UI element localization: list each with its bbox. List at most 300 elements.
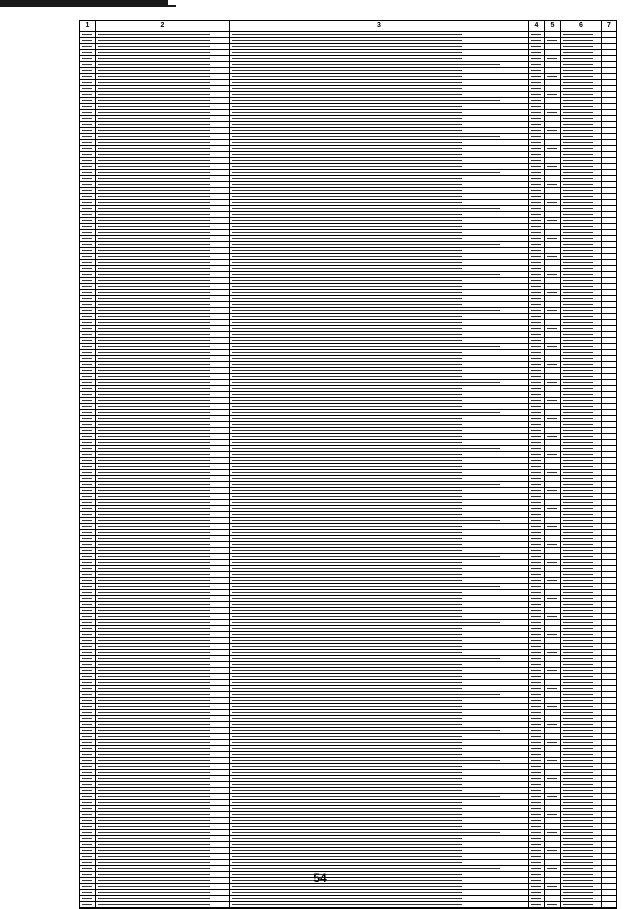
record-number-cell bbox=[80, 824, 96, 829]
record-number-cell bbox=[80, 890, 96, 895]
illegible-text bbox=[232, 700, 462, 701]
year-a-cell bbox=[529, 542, 545, 547]
illegible-text bbox=[547, 562, 557, 563]
year-b-cell bbox=[545, 338, 561, 343]
illegible-text bbox=[98, 166, 210, 167]
work-type-cell bbox=[230, 176, 529, 181]
year-a-cell bbox=[529, 782, 545, 787]
note-cell bbox=[602, 776, 616, 781]
illegible-text bbox=[82, 508, 92, 509]
illegible-text bbox=[563, 622, 593, 623]
illegible-text bbox=[547, 292, 557, 293]
illegible-text bbox=[98, 94, 210, 95]
illegible-text bbox=[563, 160, 593, 161]
year-a-cell bbox=[529, 68, 545, 73]
period-cell bbox=[561, 806, 602, 811]
illegible-text bbox=[563, 754, 593, 755]
illegible-text bbox=[563, 376, 593, 377]
illegible-text bbox=[98, 598, 210, 599]
illegible-text bbox=[82, 856, 92, 857]
illegible-text bbox=[232, 472, 462, 473]
illegible-text bbox=[547, 652, 557, 653]
illegible-text bbox=[232, 664, 462, 665]
illegible-text bbox=[531, 448, 541, 449]
illegible-text bbox=[232, 340, 462, 341]
period-cell bbox=[561, 380, 602, 385]
column-header-3: 3 bbox=[230, 21, 529, 31]
illegible-text bbox=[232, 634, 462, 635]
note-cell bbox=[602, 50, 616, 55]
illegible-text bbox=[531, 562, 541, 563]
note-cell bbox=[602, 830, 616, 835]
illegible-text bbox=[232, 346, 500, 347]
period-cell bbox=[561, 62, 602, 67]
illegible-text bbox=[563, 796, 593, 797]
illegible-text bbox=[82, 412, 92, 413]
illegible-text bbox=[531, 370, 541, 371]
year-b-cell bbox=[545, 392, 561, 397]
illegible-text bbox=[531, 172, 541, 173]
illegible-text bbox=[82, 442, 92, 443]
record-number-cell bbox=[80, 608, 96, 613]
illegible-text bbox=[98, 280, 210, 281]
work-type-cell bbox=[230, 620, 529, 625]
record-number-cell bbox=[80, 776, 96, 781]
address-cell bbox=[96, 164, 230, 169]
illegible-text bbox=[98, 604, 210, 605]
record-number-cell bbox=[80, 740, 96, 745]
illegible-text bbox=[98, 688, 210, 689]
year-a-cell bbox=[529, 632, 545, 637]
period-cell bbox=[561, 794, 602, 799]
illegible-text bbox=[547, 274, 557, 275]
illegible-text bbox=[82, 580, 92, 581]
illegible-text bbox=[232, 718, 462, 719]
address-cell bbox=[96, 896, 230, 901]
illegible-text bbox=[82, 352, 92, 353]
note-cell bbox=[602, 758, 616, 763]
year-b-cell bbox=[545, 524, 561, 529]
work-type-cell bbox=[230, 410, 529, 415]
work-type-cell bbox=[230, 734, 529, 739]
illegible-text bbox=[531, 520, 541, 521]
illegible-text bbox=[531, 742, 541, 743]
illegible-text bbox=[82, 706, 92, 707]
work-type-cell bbox=[230, 362, 529, 367]
illegible-text bbox=[98, 646, 210, 647]
illegible-text bbox=[98, 454, 210, 455]
illegible-text bbox=[563, 718, 593, 719]
address-cell bbox=[96, 104, 230, 109]
record-number-cell bbox=[80, 656, 96, 661]
illegible-text bbox=[82, 88, 92, 89]
illegible-text bbox=[531, 862, 541, 863]
record-number-cell bbox=[80, 782, 96, 787]
illegible-text bbox=[232, 490, 462, 491]
address-cell bbox=[96, 152, 230, 157]
record-number-cell bbox=[80, 242, 96, 247]
record-number-cell bbox=[80, 32, 96, 37]
year-a-cell bbox=[529, 284, 545, 289]
note-cell bbox=[602, 428, 616, 433]
record-number-cell bbox=[80, 710, 96, 715]
work-type-cell bbox=[230, 428, 529, 433]
record-number-cell bbox=[80, 854, 96, 859]
note-cell bbox=[602, 614, 616, 619]
note-cell bbox=[602, 80, 616, 85]
address-cell bbox=[96, 758, 230, 763]
year-b-cell bbox=[545, 812, 561, 817]
note-cell bbox=[602, 116, 616, 121]
year-a-cell bbox=[529, 488, 545, 493]
illegible-text bbox=[547, 454, 557, 455]
note-cell bbox=[602, 350, 616, 355]
year-a-cell bbox=[529, 494, 545, 499]
illegible-text bbox=[232, 502, 462, 503]
record-number-cell bbox=[80, 554, 96, 559]
address-cell bbox=[96, 590, 230, 595]
illegible-text bbox=[98, 244, 210, 245]
address-cell bbox=[96, 536, 230, 541]
address-cell bbox=[96, 806, 230, 811]
illegible-text bbox=[547, 814, 557, 815]
work-type-cell bbox=[230, 758, 529, 763]
work-type-cell bbox=[230, 806, 529, 811]
address-cell bbox=[96, 716, 230, 721]
illegible-text bbox=[232, 436, 462, 437]
period-cell bbox=[561, 686, 602, 691]
year-b-cell bbox=[545, 212, 561, 217]
illegible-text bbox=[98, 250, 210, 251]
address-cell bbox=[96, 488, 230, 493]
illegible-text bbox=[98, 502, 210, 503]
year-b-cell bbox=[545, 362, 561, 367]
address-cell bbox=[96, 632, 230, 637]
illegible-text bbox=[531, 178, 541, 179]
record-number-cell bbox=[80, 596, 96, 601]
year-b-cell bbox=[545, 818, 561, 823]
illegible-text bbox=[531, 286, 541, 287]
year-a-cell bbox=[529, 530, 545, 535]
illegible-text bbox=[531, 784, 541, 785]
note-cell bbox=[602, 182, 616, 187]
note-cell bbox=[602, 398, 616, 403]
period-cell bbox=[561, 356, 602, 361]
note-cell bbox=[602, 470, 616, 475]
illegible-text bbox=[98, 892, 210, 893]
record-number-cell bbox=[80, 332, 96, 337]
address-cell bbox=[96, 398, 230, 403]
illegible-text bbox=[563, 106, 593, 107]
work-type-cell bbox=[230, 488, 529, 493]
record-number-cell bbox=[80, 68, 96, 73]
illegible-text bbox=[98, 724, 210, 725]
period-cell bbox=[561, 194, 602, 199]
illegible-text bbox=[563, 628, 593, 629]
year-a-cell bbox=[529, 116, 545, 121]
illegible-text bbox=[232, 478, 462, 479]
illegible-text bbox=[232, 448, 500, 449]
illegible-text bbox=[82, 694, 92, 695]
note-cell bbox=[602, 248, 616, 253]
year-a-cell bbox=[529, 356, 545, 361]
illegible-text bbox=[563, 838, 593, 839]
address-cell bbox=[96, 800, 230, 805]
record-number-cell bbox=[80, 842, 96, 847]
period-cell bbox=[561, 512, 602, 517]
illegible-text bbox=[98, 430, 210, 431]
period-cell bbox=[561, 698, 602, 703]
illegible-text bbox=[98, 520, 210, 521]
period-cell bbox=[561, 566, 602, 571]
record-number-cell bbox=[80, 806, 96, 811]
address-cell bbox=[96, 890, 230, 895]
year-b-cell bbox=[545, 98, 561, 103]
illegible-text bbox=[563, 832, 593, 833]
illegible-text bbox=[563, 196, 593, 197]
illegible-text bbox=[531, 334, 541, 335]
year-b-cell bbox=[545, 704, 561, 709]
note-cell bbox=[602, 260, 616, 265]
work-type-cell bbox=[230, 440, 529, 445]
illegible-text bbox=[232, 868, 500, 869]
illegible-text bbox=[82, 814, 92, 815]
work-type-cell bbox=[230, 686, 529, 691]
illegible-text bbox=[232, 406, 462, 407]
illegible-text bbox=[98, 718, 210, 719]
year-a-cell bbox=[529, 536, 545, 541]
illegible-text bbox=[547, 598, 557, 599]
illegible-text bbox=[563, 328, 593, 329]
note-cell bbox=[602, 242, 616, 247]
illegible-text bbox=[98, 46, 210, 47]
illegible-text bbox=[82, 34, 92, 35]
period-cell bbox=[561, 602, 602, 607]
period-cell bbox=[561, 548, 602, 553]
period-cell bbox=[561, 248, 602, 253]
illegible-text bbox=[82, 604, 92, 605]
illegible-text bbox=[563, 238, 593, 239]
work-type-cell bbox=[230, 842, 529, 847]
illegible-text bbox=[232, 808, 462, 809]
note-cell bbox=[602, 896, 616, 901]
illegible-text bbox=[563, 370, 593, 371]
year-b-cell bbox=[545, 596, 561, 601]
year-a-cell bbox=[529, 302, 545, 307]
illegible-text bbox=[82, 100, 92, 101]
illegible-text bbox=[232, 622, 500, 623]
illegible-text bbox=[531, 892, 541, 893]
illegible-text bbox=[232, 802, 462, 803]
illegible-text bbox=[531, 376, 541, 377]
record-number-cell bbox=[80, 722, 96, 727]
record-number-cell bbox=[80, 584, 96, 589]
record-number-cell bbox=[80, 518, 96, 523]
year-b-cell bbox=[545, 836, 561, 841]
illegible-text bbox=[98, 628, 210, 629]
illegible-text bbox=[531, 580, 541, 581]
illegible-text bbox=[98, 424, 210, 425]
illegible-text bbox=[82, 544, 92, 545]
illegible-text bbox=[232, 832, 500, 833]
year-b-cell bbox=[545, 620, 561, 625]
illegible-text bbox=[232, 736, 462, 737]
illegible-text bbox=[547, 706, 557, 707]
record-number-cell bbox=[80, 470, 96, 475]
year-b-cell bbox=[545, 254, 561, 259]
year-a-cell bbox=[529, 86, 545, 91]
illegible-text bbox=[531, 316, 541, 317]
illegible-text bbox=[563, 388, 593, 389]
year-a-cell bbox=[529, 620, 545, 625]
record-number-cell bbox=[80, 80, 96, 85]
illegible-text bbox=[98, 406, 210, 407]
illegible-text bbox=[98, 814, 210, 815]
year-a-cell bbox=[529, 236, 545, 241]
illegible-text bbox=[531, 148, 541, 149]
illegible-text bbox=[232, 586, 500, 587]
note-cell bbox=[602, 512, 616, 517]
period-cell bbox=[561, 500, 602, 505]
note-cell bbox=[602, 146, 616, 151]
year-b-cell bbox=[545, 602, 561, 607]
work-type-cell bbox=[230, 824, 529, 829]
year-b-cell bbox=[545, 62, 561, 67]
illegible-text bbox=[563, 634, 593, 635]
year-a-cell bbox=[529, 728, 545, 733]
record-number-cell bbox=[80, 296, 96, 301]
year-b-cell bbox=[545, 674, 561, 679]
year-b-cell bbox=[545, 476, 561, 481]
column-header-2: 2 bbox=[96, 21, 230, 31]
address-cell bbox=[96, 794, 230, 799]
period-cell bbox=[561, 392, 602, 397]
year-b-cell bbox=[545, 68, 561, 73]
year-b-cell bbox=[545, 626, 561, 631]
record-number-cell bbox=[80, 38, 96, 43]
illegible-text bbox=[82, 76, 92, 77]
work-type-cell bbox=[230, 830, 529, 835]
illegible-text bbox=[563, 730, 593, 731]
note-cell bbox=[602, 554, 616, 559]
address-cell bbox=[96, 230, 230, 235]
address-cell bbox=[96, 644, 230, 649]
year-b-cell bbox=[545, 440, 561, 445]
period-cell bbox=[561, 458, 602, 463]
year-b-cell bbox=[545, 656, 561, 661]
illegible-text bbox=[563, 76, 593, 77]
illegible-text bbox=[563, 706, 593, 707]
year-a-cell bbox=[529, 146, 545, 151]
year-a-cell bbox=[529, 170, 545, 175]
record-number-cell bbox=[80, 248, 96, 253]
year-b-cell bbox=[545, 248, 561, 253]
period-cell bbox=[561, 374, 602, 379]
address-cell bbox=[96, 170, 230, 175]
address-cell bbox=[96, 560, 230, 565]
illegible-text bbox=[82, 478, 92, 479]
work-type-cell bbox=[230, 536, 529, 541]
note-cell bbox=[602, 434, 616, 439]
record-number-cell bbox=[80, 410, 96, 415]
work-type-cell bbox=[230, 224, 529, 229]
illegible-text bbox=[232, 706, 462, 707]
illegible-text bbox=[531, 394, 541, 395]
work-type-cell bbox=[230, 740, 529, 745]
work-type-cell bbox=[230, 800, 529, 805]
record-number-cell bbox=[80, 794, 96, 799]
illegible-text bbox=[98, 514, 210, 515]
illegible-text bbox=[563, 244, 593, 245]
address-cell bbox=[96, 860, 230, 865]
period-cell bbox=[561, 518, 602, 523]
address-cell bbox=[96, 350, 230, 355]
address-cell bbox=[96, 686, 230, 691]
note-cell bbox=[602, 98, 616, 103]
illegible-text bbox=[82, 124, 92, 125]
work-type-cell bbox=[230, 308, 529, 313]
address-cell bbox=[96, 434, 230, 439]
period-cell bbox=[561, 896, 602, 901]
illegible-text bbox=[531, 208, 541, 209]
illegible-text bbox=[98, 310, 210, 311]
record-number-cell bbox=[80, 566, 96, 571]
address-cell bbox=[96, 788, 230, 793]
year-a-cell bbox=[529, 440, 545, 445]
work-type-cell bbox=[230, 788, 529, 793]
record-number-cell bbox=[80, 266, 96, 271]
year-b-cell bbox=[545, 296, 561, 301]
year-a-cell bbox=[529, 788, 545, 793]
note-cell bbox=[602, 392, 616, 397]
work-type-cell bbox=[230, 74, 529, 79]
illegible-text bbox=[563, 688, 593, 689]
record-number-cell bbox=[80, 116, 96, 121]
note-cell bbox=[602, 854, 616, 859]
work-type-cell bbox=[230, 554, 529, 559]
illegible-text bbox=[531, 100, 541, 101]
illegible-text bbox=[563, 64, 593, 65]
record-number-cell bbox=[80, 830, 96, 835]
illegible-text bbox=[563, 448, 593, 449]
year-a-cell bbox=[529, 242, 545, 247]
period-cell bbox=[561, 542, 602, 547]
illegible-text bbox=[563, 454, 593, 455]
note-cell bbox=[602, 236, 616, 241]
record-number-cell bbox=[80, 422, 96, 427]
address-cell bbox=[96, 254, 230, 259]
period-cell bbox=[561, 122, 602, 127]
illegible-text bbox=[547, 850, 557, 851]
illegible-text bbox=[98, 460, 210, 461]
illegible-text bbox=[232, 322, 462, 323]
year-a-cell bbox=[529, 596, 545, 601]
note-cell bbox=[602, 572, 616, 577]
note-cell bbox=[602, 704, 616, 709]
year-b-cell bbox=[545, 800, 561, 805]
illegible-text bbox=[98, 34, 210, 35]
illegible-text bbox=[232, 262, 462, 263]
work-type-cell bbox=[230, 794, 529, 799]
year-a-cell bbox=[529, 350, 545, 355]
illegible-text bbox=[82, 376, 92, 377]
year-b-cell bbox=[545, 446, 561, 451]
year-a-cell bbox=[529, 674, 545, 679]
year-a-cell bbox=[529, 92, 545, 97]
note-cell bbox=[602, 740, 616, 745]
period-cell bbox=[561, 632, 602, 637]
table-row bbox=[80, 902, 616, 908]
